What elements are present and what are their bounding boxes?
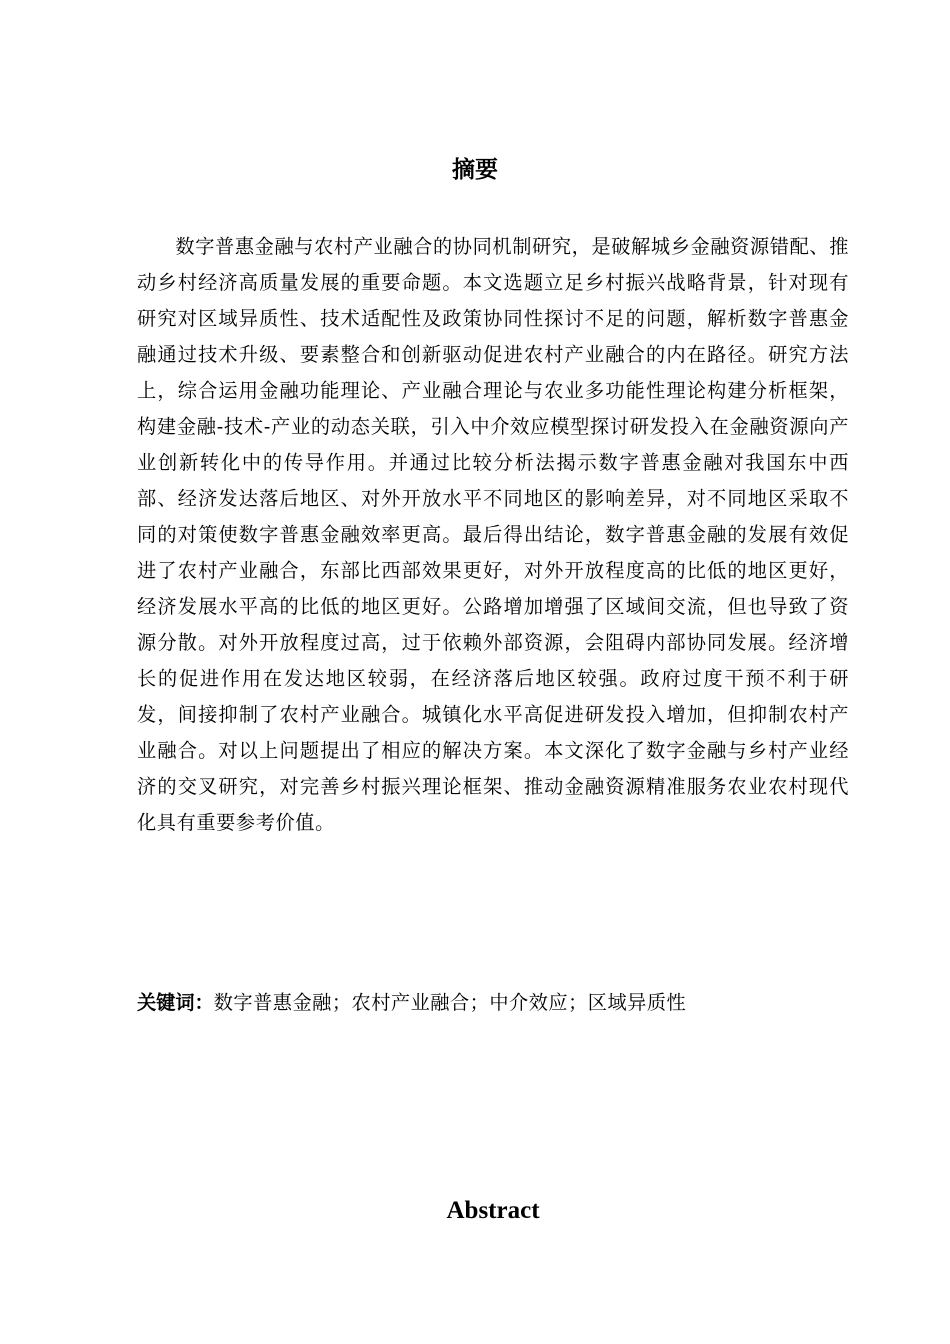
keywords-label: 关键词： <box>137 991 214 1014</box>
keywords-line <box>137 985 849 1021</box>
abstract-title-zh: 摘要 <box>452 157 498 183</box>
abstract-title-en: Abstract <box>446 1197 540 1224</box>
keywords-text: 数字普惠金融；农村产业融合；中介效应；区域异质性 <box>213 991 687 1014</box>
abstract-body-zh: 数字普惠金融与农村产业融合的协同机制研究，是破解城乡金融资源错配、推动乡村经济高质量发展的重要命题。本文选题立足乡村振兴战略背景，针对现有研究对区域异质性、技术适配性及政策协同性探讨不足的问题，解析数字普惠金融通过技术升级、要素整合和创新驱动促进农村产业融合的内在路径。研究方法上，综合运用金融功能理论、产业融合理论与农业多功能性理论构建分析框架，构建金融-技术-产业的动态关联，引入中介效应模型探讨研发投入在金融资源向产业创新转化中的传导作用。并通过比较分析法揭示数字普惠金融对我国东中西部、经济发达落后地区、对外开放水平不同地区的影响差异，对不同地区采取不同的对策使数字普惠金融效率更高。最后得出结论，数字普惠金融的发展有效促进了农村产业融合，东部比西部效果更好，对外开放程度高的比低的地区更好，经济发展水平高的比低的地区更好。公路增加增强了区域间交流，但也导致了资源分散。对外开放程度过高，过于依赖外部资源，会阻碍内部协同发展。经济增长的促进作用在发达地区较弱，在经济落后地区较强。政府过度干预不利于研发，间接抑制了农村产业融合。城镇化水平高促进研发投入增加，但抑制农村产业融合。对以上问题提出了相应的解决方案。本文深化了数字金融与乡村产业经济的交叉研究，对完善乡村振兴理论框架、推动金融资源精准服务农业农村现代化具有重要参考价值。 <box>137 235 849 834</box>
